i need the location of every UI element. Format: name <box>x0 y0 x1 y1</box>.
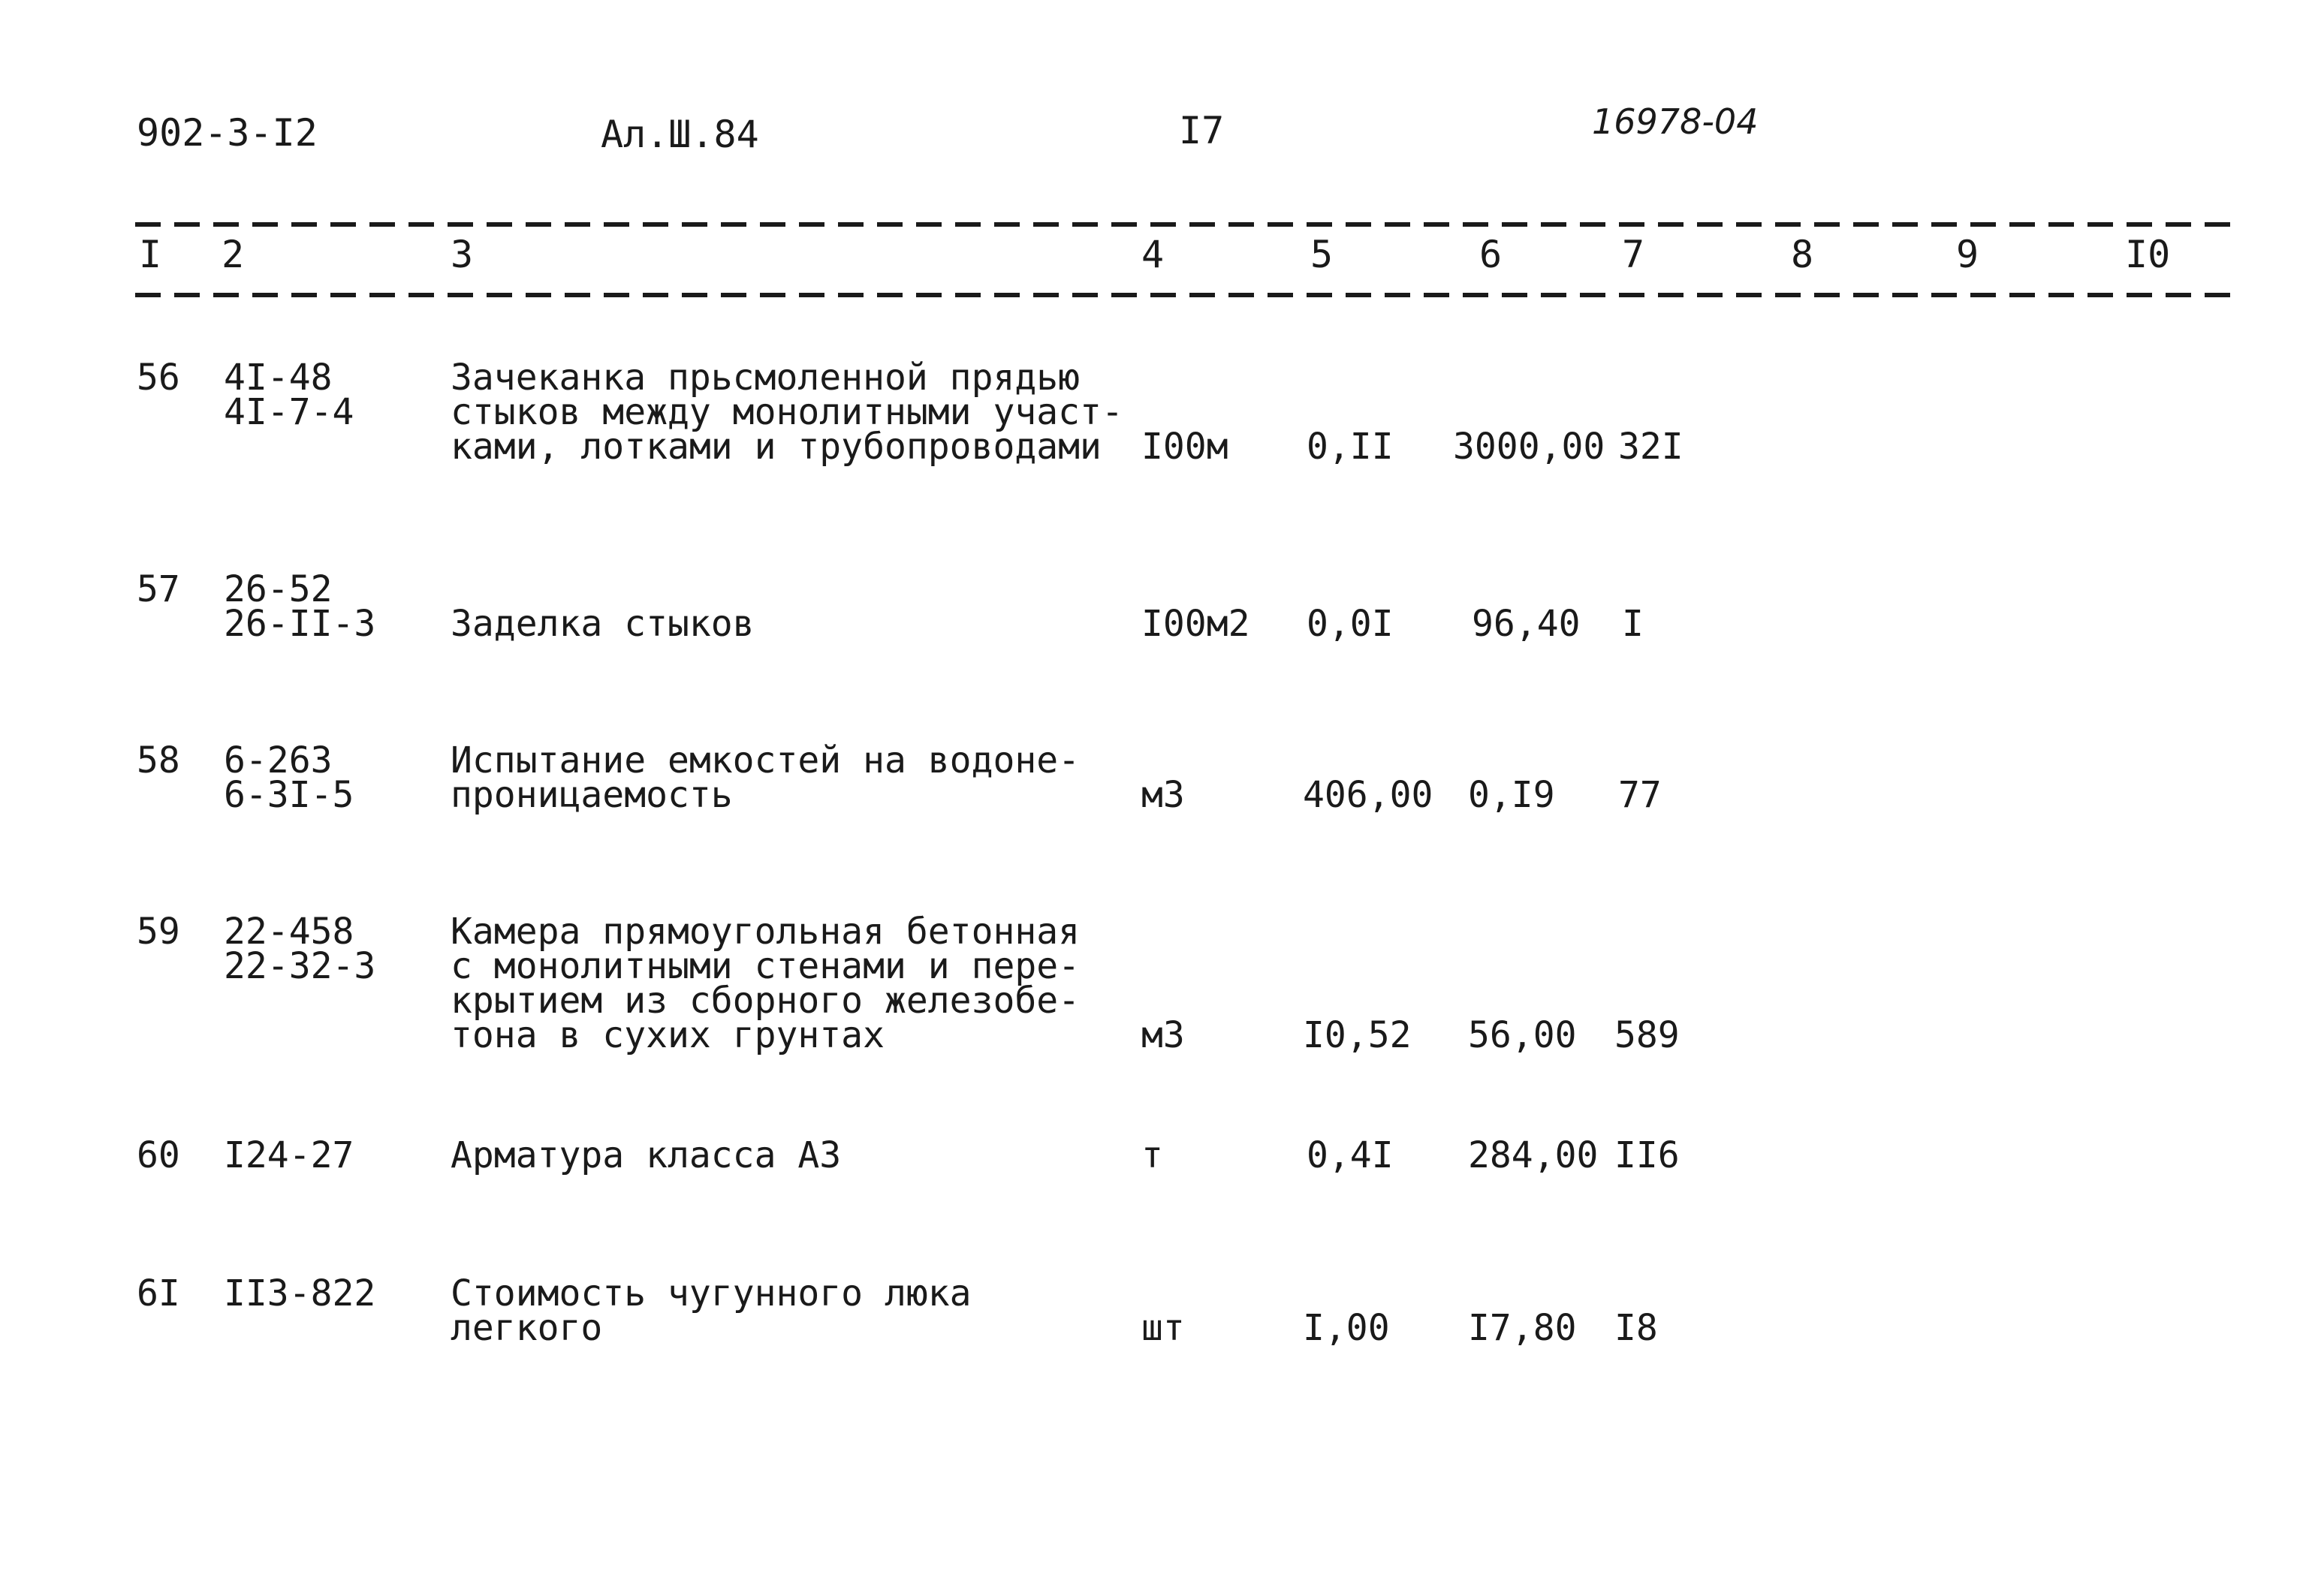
unit: м3 <box>1141 774 1185 816</box>
row-number: 6I <box>137 1272 180 1314</box>
col-header-7: 7 <box>1622 233 1645 276</box>
unit-price: I7,80 <box>1468 1307 1577 1349</box>
total-cost: 77 <box>1618 774 1662 816</box>
unit-price: 96,40 <box>1472 603 1581 645</box>
work-description: тона в сухих грунтах <box>451 1014 885 1056</box>
row-number: 58 <box>137 739 180 781</box>
work-description: Испытание емкостей на водоне- <box>451 739 1081 781</box>
row-number: 56 <box>137 357 180 399</box>
work-description: стыков между монолитными участ- <box>451 391 1123 433</box>
work-description: с монолитными стенами и пере- <box>451 945 1081 987</box>
total-cost: II6 <box>1614 1134 1680 1176</box>
work-description: Арматура класса А3 <box>451 1134 842 1176</box>
col-header-3: 3 <box>451 233 474 276</box>
col-header-2: 2 <box>222 233 245 276</box>
norm-code: 6-263 <box>224 739 333 781</box>
quantity: I,00 <box>1303 1307 1390 1349</box>
unit: шт <box>1141 1307 1185 1349</box>
top-dashed-rule <box>135 222 2230 227</box>
norm-code: 26-52 <box>224 568 333 610</box>
unit: I00м <box>1141 426 1228 468</box>
unit-price: 3000,00 <box>1453 426 1605 468</box>
norm-code: 26-II-3 <box>224 603 376 645</box>
norm-code: 6-3I-5 <box>224 774 354 816</box>
work-description: ками, лотками и трубопроводами <box>451 426 1102 468</box>
handwritten-stamp: 16978-04 <box>1592 101 1759 142</box>
total-cost: 589 <box>1614 1014 1680 1056</box>
unit-price: 0,I9 <box>1468 774 1555 816</box>
doc-code: 902-3-I2 <box>137 111 318 155</box>
norm-code: 22-32-3 <box>224 945 376 987</box>
col-header-4: 4 <box>1141 233 1165 276</box>
page-number: I7 <box>1179 109 1225 152</box>
col-header-1: I <box>139 233 162 276</box>
quantity: 0,0I <box>1307 603 1394 645</box>
unit-price: 56,00 <box>1468 1014 1577 1056</box>
work-description: крытием из сборного железобе- <box>451 980 1081 1022</box>
row-number: 60 <box>137 1134 180 1176</box>
col-header-9: 9 <box>1956 233 1979 276</box>
row-number: 57 <box>137 568 180 610</box>
unit-price: 284,00 <box>1468 1134 1599 1176</box>
total-cost: 32I <box>1618 426 1684 468</box>
total-cost: I <box>1622 603 1644 645</box>
norm-code: I24-27 <box>224 1134 354 1176</box>
work-description: Зачеканка прьсмоленной прядью <box>451 357 1081 399</box>
col-header-8: 8 <box>1791 233 1814 276</box>
col-header-6: 6 <box>1479 233 1503 276</box>
norm-code: 4I-48 <box>224 357 333 399</box>
norm-code: 22-458 <box>224 911 354 953</box>
norm-code: 4I-7-4 <box>224 391 354 433</box>
work-description: Стоимость чугунного люка <box>451 1272 972 1314</box>
unit: т <box>1141 1134 1163 1176</box>
quantity: 0,II <box>1307 426 1394 468</box>
bottom-dashed-rule <box>135 293 2230 297</box>
quantity: 406,00 <box>1303 774 1433 816</box>
unit: м3 <box>1141 1014 1185 1056</box>
work-description: Камера прямоугольная бетонная <box>451 911 1081 953</box>
norm-code: II3-822 <box>224 1272 376 1314</box>
col-header-5: 5 <box>1310 233 1334 276</box>
total-cost: I8 <box>1614 1307 1658 1349</box>
row-number: 59 <box>137 911 180 953</box>
quantity: 0,4I <box>1307 1134 1394 1176</box>
work-description: проницаемость <box>451 774 733 816</box>
quantity: I0,52 <box>1303 1014 1412 1056</box>
work-description: Заделка стыков <box>451 603 755 645</box>
unit: I00м2 <box>1141 603 1250 645</box>
col-header-10: I0 <box>2125 233 2171 276</box>
album-number: Ал.Ш.84 <box>601 113 759 156</box>
work-description: легкого <box>451 1307 603 1349</box>
